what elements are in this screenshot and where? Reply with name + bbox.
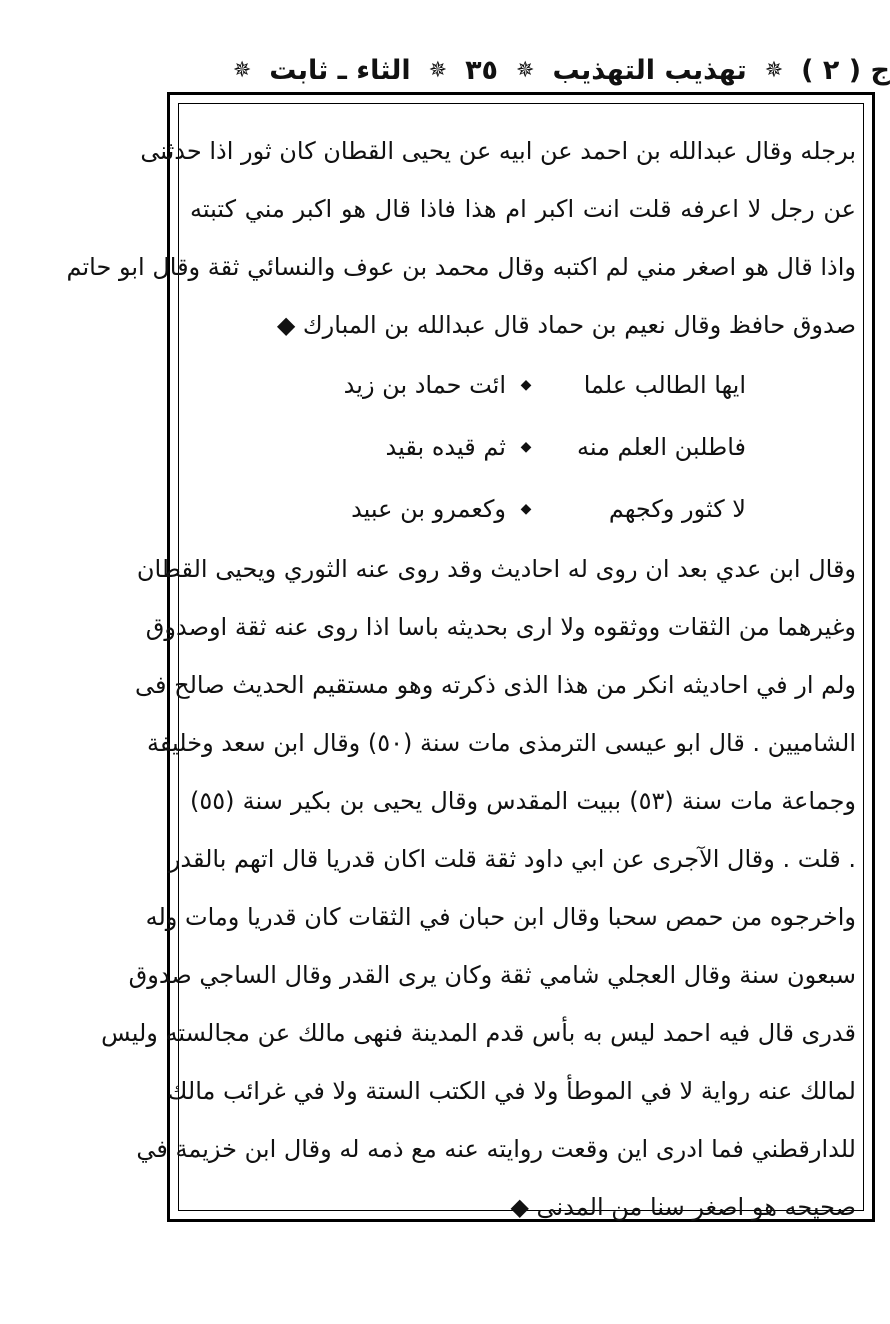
- running-header: [170, 40, 890, 100]
- verse-second-hemistich: وكعمرو بن عبيد: [351, 495, 506, 523]
- ornament-icon: ✵: [232, 57, 252, 83]
- poem-verse: [190, 354, 856, 416]
- text-line: للدارقطني فما ادرى اين وقعت روايته عنه مع ذمه له وقال ابن خزيمة في: [136, 1135, 856, 1163]
- text-line: صدوق حافظ وقال نعيم بن حماد قال عبدالله بن المبارك ◆: [276, 311, 856, 339]
- ornament-icon: ✵: [428, 57, 448, 83]
- text-line: برجله وقال عبدالله بن احمد عن ابيه عن يحيى القطان كان ثور اذا حدثنى: [140, 137, 856, 165]
- verse-second-hemistich: ثم قيده بقيد: [385, 433, 506, 461]
- verse-separator: ◆: [520, 501, 532, 517]
- volume-number: ج ( ٢ ): [801, 54, 890, 86]
- verse-separator: ◆: [520, 377, 532, 393]
- verse-separator: ◆: [520, 439, 532, 455]
- text-line: . قلت . وقال الآجرى عن ابي داود ثقة قلت اكان قدريا قال اتهم بالقدر: [168, 845, 856, 873]
- text-line: وجماعة مات سنة (٥٣) ببيت المقدس وقال يحيى بن بكير سنة (٥٥): [190, 787, 856, 815]
- ornament-icon: ✵: [516, 57, 535, 83]
- verse-first-hemistich: ايها الطالب علما: [583, 371, 746, 399]
- poem-verse: [190, 478, 856, 540]
- poem-verse: [190, 416, 856, 478]
- text-line: وقال ابن عدي بعد ان روى له احاديث وقد روى عنه الثوري ويحيى القطان: [136, 555, 856, 583]
- book-title: تهذيب التهذيب: [552, 54, 747, 86]
- text-line: لمالك عنه رواية لا في الموطأ ولا في الكتب الستة ولا في غرائب مالك: [167, 1077, 856, 1105]
- text-line: ولم ار في احاديثه انكر من هذا الذى ذكرته وهو مستقيم الحديث صالح فى: [134, 671, 856, 699]
- text-line: قدرى قال فيه احمد ليس به بأس قدم المدينة فنهى مالك عن مجالسته وليس: [101, 1019, 856, 1047]
- page-number: ٣٥: [465, 54, 499, 86]
- verse-first-hemistich: فاطلبن العلم منه: [576, 433, 746, 461]
- text-line: وغيرهما من الثقات ووثقوه ولا ارى بحديثه باسا اذا روى عنه ثقة اوصدوق: [145, 613, 856, 641]
- text-line: واذا قال هو اصغر مني لم اكتبه وقال محمد بن عوف والنسائي ثقة وقال ابو حاتم: [66, 253, 856, 281]
- verse-first-hemistich: لا كثور وكجهم: [608, 495, 746, 523]
- ornament-icon: ✵: [764, 57, 784, 83]
- text-line: عن رجل لا اعرفه قلت انت اكبر ام هذا فاذا قال هو اكبر مني كتبته: [190, 195, 856, 223]
- text-line: صحيحه هو اصغر سنا من المدنى ◆: [510, 1193, 856, 1221]
- verse-second-hemistich: ائت حماد بن زيد: [343, 371, 506, 399]
- text-line: الشاميين . قال ابو عيسى الترمذى مات سنة (٥٠) وقال ابن سعد وخليفة: [147, 729, 856, 757]
- text-line: سبعون سنة وقال العجلي شامي ثقة وكان يرى القدر وقال الساجي صدوق: [128, 961, 856, 989]
- section-title: الثاء ـ ثابت: [269, 54, 411, 86]
- text-block: [66, 122, 866, 1221]
- text-line: واخرجوه من حمص سحبا وقال ابن حبان في الثقات كان قدريا ومات وله: [145, 903, 856, 931]
